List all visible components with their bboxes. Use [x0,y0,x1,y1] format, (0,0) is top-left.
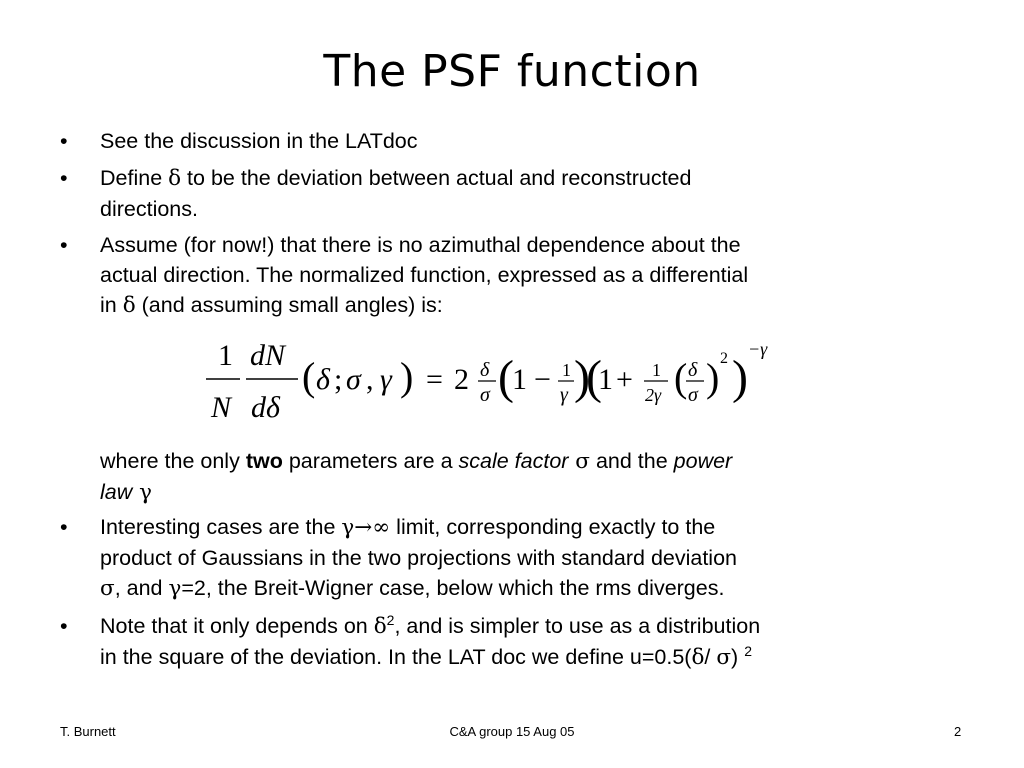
frac-one: 1 [652,360,661,380]
formula-dN: dN [250,339,286,372]
slide-number: 2 [954,724,962,739]
slide: The PSF function • See the discussion in the LATdoc • Define δ to be the deviation between actual and reconstructed directions. • Assume (for now!) that there is no azimuthal dependence about the actual direction. The normalized function, expressed as a differential in δ (and assuming small angles) is: 1 N dN dδ ( δ ; σ , γ ) = 2 δ σ ( 1 − 1 γ ) ( 1 + 1 2γ ( δ σ ) 2 ) −γ where the only two parameters are a scale factor σ and the power law γ • Interesting cases are the γ→∞ limit, corresponding exactly to the product of Gaussians in the two projections with standard deviation σ, and γ=2, the Breit-Wigner case, below which the rms diverges. • Note that it only depends on $\delta^2$, and is simpler to use as a distribution in the square of the deviation. In the LAT doc we define u=0.5(δ/ σ) $^2$ T. Burnett C&A group 15 Aug 05 2 [0,0,1024,768]
formula-lparen: ( [674,355,688,400]
formula-comma: , [366,363,374,396]
gamma-symbol: γ [168,576,182,601]
frac-sigma: σ [480,384,490,406]
formula-exponent: −γ [748,339,768,359]
slide-title: The PSF function [323,46,701,97]
formula-square: 2 [720,350,728,367]
formula-one: 1 [598,363,613,396]
delta-symbol: δ [691,645,705,670]
formula-rparen: ) [706,355,720,400]
formula-gamma: γ [380,363,392,396]
formula-two: 2 [454,363,469,396]
frac-delta: δ [480,359,490,381]
bullet-marker: • [60,166,68,190]
gamma-infinity-symbol: γ→∞ [341,515,391,540]
formula-one: 1 [512,363,527,396]
bullet-text: See the discussion in the LATdoc [100,129,418,153]
frac-sigma: σ [688,384,698,406]
delta-symbol: δ [373,614,387,639]
sigma-symbol: σ [716,645,732,670]
bullet-text: Note that it only depends on $\delta^2$, and is simpler to use as a distribution in the square of the deviation. In the LAT doc we define u=0.5(δ/ σ) $^2$ [100,612,761,670]
bullet-text: Define δ to be the deviation between actual and reconstructed directions. [100,166,692,221]
formula-plus: + [616,363,633,396]
frac-delta: δ [688,359,698,381]
sigma-symbol: σ [100,576,115,601]
bullet-text: Interesting cases are the γ→∞ limit, corresponding exactly to the product of Gaussians in the two projections with standard deviation σ, and γ=2, the Breit-Wigner case, below which the rms diverges. [100,515,738,601]
formula-lparen: ( [498,351,514,404]
psf-formula [200,335,800,435]
formula-rparen: ) [400,354,414,399]
delta-symbol: δ [122,293,136,318]
gamma-symbol: γ [132,480,152,505]
formula-semicolon: ; [334,363,343,396]
bullet-marker: • [60,129,68,153]
formula-lparen: ( [586,351,602,404]
formula-sigma: σ [346,363,361,396]
delta-symbol: δ [168,166,182,191]
sigma-symbol: σ [568,449,590,474]
formula-graphic [200,335,800,435]
bullet-marker: • [60,614,68,638]
bullet-marker: • [60,233,68,257]
bullet-text: Assume (for now!) that there is no azimuthal dependence about the actual direction. The normalized function, expressed as a differential in δ (and assuming small angles) is: [100,233,749,318]
bullet-marker: • [60,515,68,539]
frac-gamma: γ [560,384,568,406]
frac-two-gamma: 2γ [645,385,662,405]
formula-equals: = [426,363,443,396]
formula-rparen: ) [732,351,748,404]
formula-one: 1 [218,339,233,372]
formula-lparen: ( [302,354,316,399]
frac-one: 1 [562,360,571,380]
formula-rparen: ) [574,351,590,404]
formula-minus: − [534,363,551,396]
formula-N: N [211,391,232,424]
formula-ddelta: dδ [251,391,280,424]
footer-author: T. Burnett [60,724,116,739]
formula-delta: δ [316,363,330,396]
footer-center: C&A group 15 Aug 05 [449,724,575,739]
